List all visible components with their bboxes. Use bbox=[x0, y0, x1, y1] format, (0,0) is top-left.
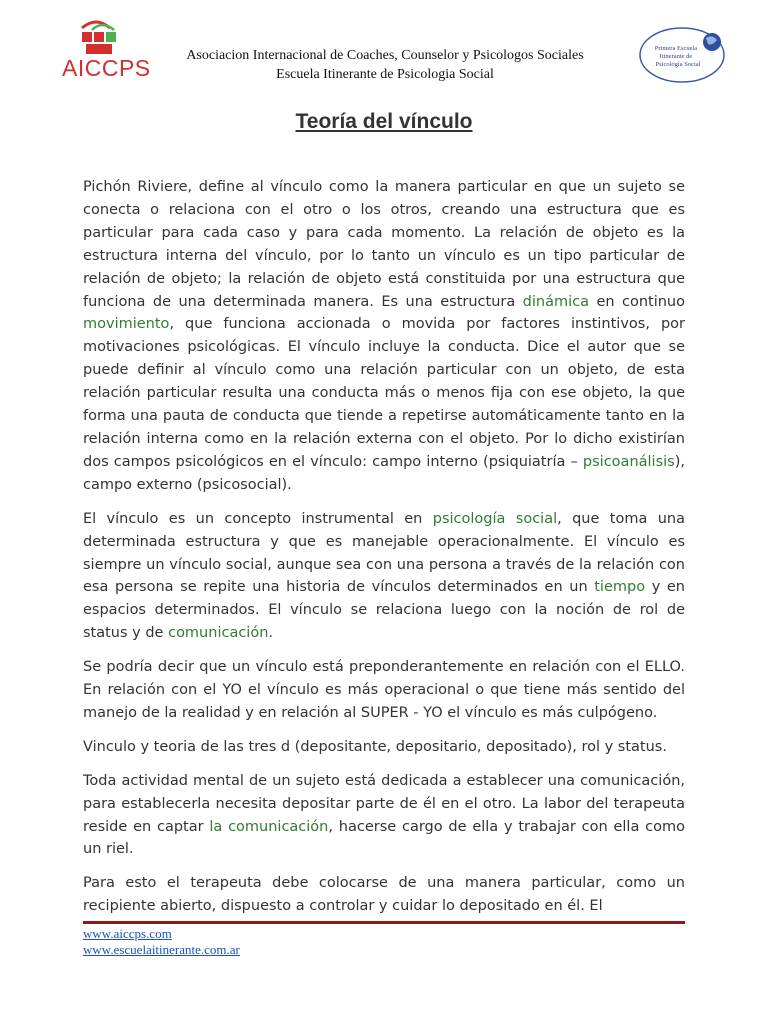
link-movimiento[interactable]: movimiento bbox=[83, 316, 170, 333]
paragraph-text: . bbox=[268, 625, 273, 642]
page-header bbox=[0, 0, 768, 100]
paragraph-text: Se podría decir que un vínculo está preponderantemente en relación con el ELLO. En relación con el YO el vínculo es más operacional o que tiene más sentido del manejo de la realidad y en relación al SUPER - YO el vínculo es más culpógeno. bbox=[83, 659, 685, 721]
paragraph-text: El vínculo es un concepto instrumental en bbox=[83, 510, 433, 527]
footer-link-aiccps[interactable]: www.aiccps.com bbox=[83, 926, 172, 941]
link-psicoanalisis[interactable]: psicoanálisis bbox=[582, 453, 675, 470]
header-organization bbox=[160, 46, 610, 84]
page-footer bbox=[83, 926, 240, 958]
link-la-comunicacion[interactable]: la comunicación bbox=[209, 818, 329, 835]
link-comunicacion[interactable]: comunicación bbox=[168, 625, 269, 642]
document-body bbox=[83, 176, 685, 929]
page-title: Teoría del vínculo bbox=[295, 110, 473, 133]
school-seal-icon bbox=[638, 26, 728, 84]
paragraph-text: Para esto el terapeuta debe colocarse de una manera particular, como un recipiente abierto, dispuesto a controlar y cuidar lo depositado en él. El bbox=[83, 875, 685, 915]
logo-text: AICCPS bbox=[62, 55, 151, 81]
paragraph-text: y en espacios determinados. El vínculo se relaciona luego con la noción de rol de status y de bbox=[83, 579, 685, 642]
paragraph-6 bbox=[83, 872, 685, 918]
paragraph-text: , que toma una determinada estructura y que es manejable operacionalmente. El vínculo es siempre un vínculo social, aunque sea con una persona a través de la relación con esa persona se repite una historia de vínculos determinados en un bbox=[83, 510, 685, 596]
paragraph-5 bbox=[83, 770, 685, 862]
paragraph-1 bbox=[83, 176, 685, 497]
seal-line-2: Itinerante de bbox=[659, 53, 693, 60]
link-psicologia-social[interactable]: psicología social bbox=[432, 510, 558, 527]
paragraph-text: , hacerse cargo de ella y trabajar con ella como un riel. bbox=[83, 818, 685, 858]
paragraph-text: en continuo bbox=[589, 293, 685, 310]
header-line-1: Asociacion Internacional de Coaches, Counselor y Psicologos Sociales bbox=[186, 48, 584, 63]
paragraph-text: ), campo externo (psicosocial). bbox=[83, 453, 685, 493]
paragraph-text: Pichón Riviere, define al vínculo como la manera particular en que un sujeto se conecta o relaciona con el otro o los otros, creando una estructura que es particular para cada caso y para cada momento. La relación de objeto es la estructura interna del vínculo, por lo tanto un vínculo es un tipo particular de relación de objeto; la relación de objeto está constituida por una estructura que funciona de una determinada manera. Es una estructura bbox=[83, 179, 685, 310]
header-line-2: Escuela Itinerante de Psicologia Social bbox=[276, 67, 494, 82]
paragraph-text: Toda actividad mental de un sujeto está dedicada a establecer una comunicación, para establecerla necesita depositar parte de él en el otro. La labor del terapeuta reside en captar bbox=[83, 772, 685, 835]
paragraph-2 bbox=[83, 508, 685, 645]
footer-link-escuela[interactable]: www.escuelaitinerante.com.ar bbox=[83, 942, 240, 957]
footer-divider bbox=[83, 921, 685, 924]
paragraph-4 bbox=[83, 736, 685, 759]
paragraph-text: Vinculo y teoria de las tres d (depositante, depositario, depositado), rol y status. bbox=[83, 738, 667, 755]
seal-line-1: Primera Escuela bbox=[654, 45, 698, 52]
link-dinamica[interactable]: dinámica bbox=[522, 293, 589, 310]
seal-line-3: Psicología Social bbox=[655, 61, 701, 68]
link-tiempo[interactable]: tiempo bbox=[594, 579, 646, 596]
paragraph-text: , que funciona accionada o movida por factores instintivos, por motivaciones psicológicas. El vínculo incluye la conducta. Dice el autor que se puede definir al vínculo como una relación particular con un objeto, de esta relación particular resulta una conducta más o menos fija con ese objeto, la que forma una pauta de conducta que tiende a repetirse automáticamente tanto en la relación interna como en la relación externa con el objeto. Por lo dicho existirían dos campos psicológicos en el vínculo: campo interno (psiquiatría – bbox=[83, 316, 685, 470]
paragraph-3 bbox=[83, 656, 685, 725]
